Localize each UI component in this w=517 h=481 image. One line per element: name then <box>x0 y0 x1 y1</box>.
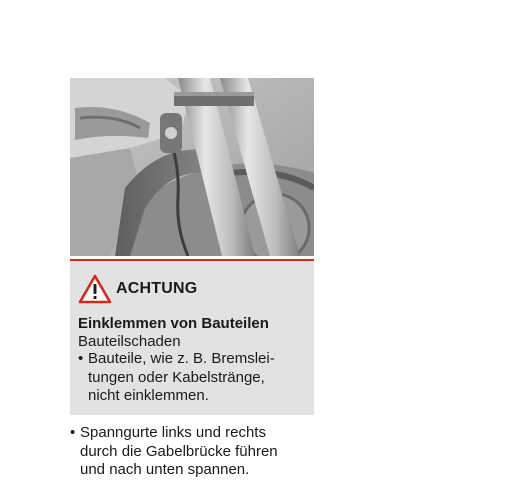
measure-line: tungen oder Kabelstränge, <box>88 368 265 386</box>
measure-line: nicht einklemmen. <box>88 387 209 404</box>
step-line: Spanngurte links und rechts <box>80 424 266 441</box>
hazard-consequence: Bauteilschaden <box>78 333 181 350</box>
measure-line: Bauteile, wie z. B. Bremslei- <box>88 350 275 367</box>
step-list-item <box>70 424 330 480</box>
warning-triangle-icon <box>78 274 112 304</box>
step-line: und nach unten spannen. <box>80 461 250 478</box>
instruction-step <box>70 424 330 480</box>
bullet-icon: • <box>78 350 84 367</box>
warning-header <box>78 273 197 305</box>
step-text <box>80 424 278 480</box>
warning-notice <box>70 261 314 415</box>
warning-label: ACHTUNG <box>116 280 198 297</box>
step-line: durch die Gabelbrücke führen <box>80 442 278 460</box>
motorcycle-fork-photo <box>70 78 314 256</box>
hazard-title: Einklemmen von Bauteilen <box>78 315 269 332</box>
hazard-measure <box>78 350 310 406</box>
motorcycle-front-fork-photo-icon <box>70 78 314 256</box>
bullet-icon: • <box>70 424 76 441</box>
measure-text <box>88 350 275 406</box>
measure-list-item <box>78 350 310 406</box>
